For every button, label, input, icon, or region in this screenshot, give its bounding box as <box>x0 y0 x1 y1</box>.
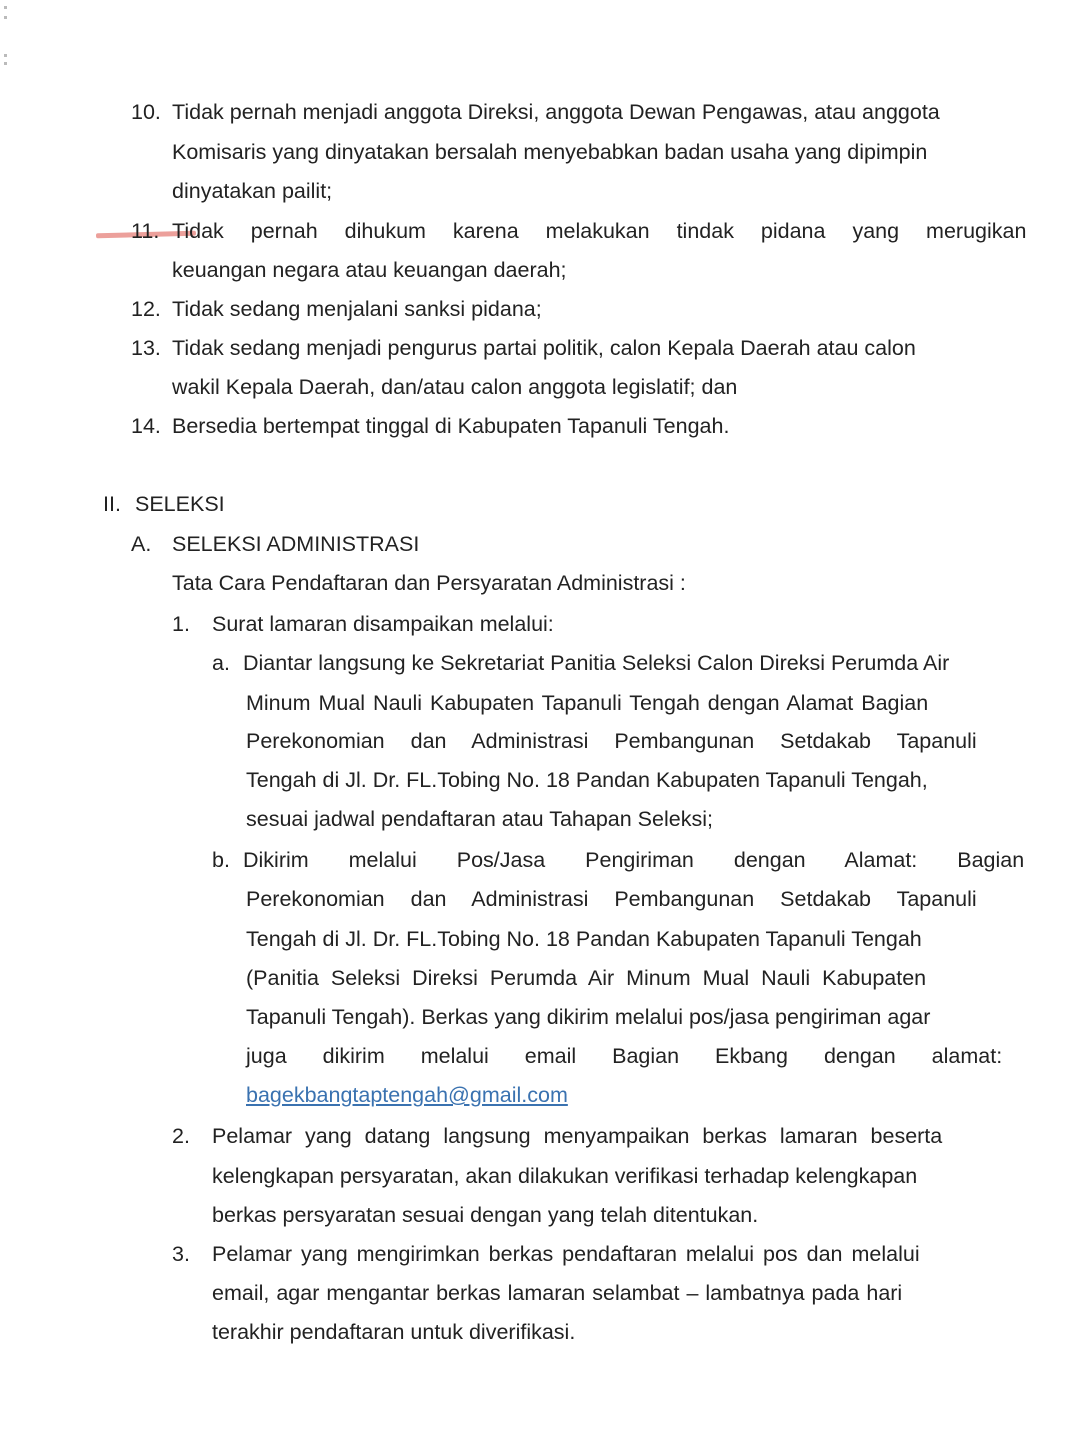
sub-item-line: Tapanuli Tengah). Berkas yang dikirim melalui pos/jasa pengiriman agar <box>246 1005 931 1029</box>
sub-item-line: Perekonomian dan Administrasi Pembangunan Setdakab Tapanuli <box>246 887 977 911</box>
sub-item-line: juga dikirim melalui email Bagian Ekbang dengan alamat: <box>246 1044 1003 1068</box>
item-line: Komisaris yang dinyatakan bersalah menyebabkan badan usaha yang dipimpin <box>172 140 928 164</box>
sub-item-line: Minum Mual Nauli Kabupaten Tapanuli Tengah dengan Alamat Bagian <box>246 691 929 715</box>
subsection-title: SELEKSI ADMINISTRASI <box>172 532 420 556</box>
sub-item-line: Tengah di Jl. Dr. FL.Tobing No. 18 Pandan Kabupaten Tapanuli Tengah, <box>246 768 928 792</box>
item-number: 10. <box>131 100 161 124</box>
email-link[interactable]: bagekbangtaptengah@gmail.com <box>246 1083 568 1107</box>
item-line: Tidak sedang menjadi pengurus partai politik, calon Kepala Daerah atau calon <box>172 336 916 360</box>
sub-item-line: sesuai jadwal pendaftaran atau Tahapan Seleksi; <box>246 807 713 831</box>
section-number: II. <box>103 492 121 516</box>
sub-item-line: (Panitia Seleksi Direksi Perumda Air Minum Mual Nauli Kabupaten <box>246 966 927 990</box>
step-line: berkas persyaratan sesuai dengan yang telah ditentukan. <box>212 1203 759 1227</box>
step-number: 2. <box>172 1124 190 1148</box>
item-line: dinyatakan pailit; <box>172 179 333 203</box>
step-line: Surat lamaran disampaikan melalui: <box>212 612 554 636</box>
sub-item-line: Perekonomian dan Administrasi Pembangunan Setdakab Tapanuli <box>246 729 977 753</box>
intro-text: Tata Cara Pendaftaran dan Persyaratan Administrasi : <box>172 571 686 595</box>
step-line: kelengkapan persyaratan, akan dilakukan verifikasi terhadap kelengkapan <box>212 1164 918 1188</box>
item-number: 11. <box>131 219 160 243</box>
step-line: Pelamar yang mengirimkan berkas pendaftaran melalui pos dan melalui <box>212 1242 920 1266</box>
sub-item-line: Tengah di Jl. Dr. FL.Tobing No. 18 Pandan Kabupaten Tapanuli Tengah <box>246 927 922 951</box>
item-line: Tidak sedang menjalani sanksi pidana; <box>172 297 542 321</box>
step-number: 3. <box>172 1242 190 1266</box>
item-line: keuangan negara atau keuangan daerah; <box>172 258 567 282</box>
subsection-number: A. <box>131 532 152 556</box>
step-line: email, agar mengantar berkas lamaran selambat – lambatnya pada hari <box>212 1281 903 1305</box>
item-line: Tidak pernah dihukum karena melakukan tindak pidana yang merugikan <box>172 219 1027 243</box>
item-line: wakil Kepala Daerah, dan/atau calon anggota legislatif; dan <box>172 375 738 399</box>
step-line: Pelamar yang datang langsung menyampaikan berkas lamaran beserta <box>212 1124 943 1148</box>
item-number: 12. <box>131 297 161 321</box>
step-number: 1. <box>172 612 190 636</box>
step-line: terakhir pendaftaran untuk diverifikasi. <box>212 1320 576 1344</box>
section-title: SELEKSI <box>135 492 225 516</box>
scan-specks <box>4 6 10 66</box>
item-number: 13. <box>131 336 161 360</box>
sub-item-line: Dikirim melalui Pos/Jasa Pengiriman dengan Alamat: Bagian <box>243 848 1025 872</box>
item-line: Bersedia bertempat tinggal di Kabupaten Tapanuli Tengah. <box>172 414 730 438</box>
item-number: 14. <box>131 414 161 438</box>
sub-item-letter: a. <box>212 651 230 675</box>
sub-item-letter: b. <box>212 848 230 872</box>
sub-item-line: Diantar langsung ke Sekretariat Panitia Seleksi Calon Direksi Perumda Air <box>243 651 950 675</box>
item-line: Tidak pernah menjadi anggota Direksi, anggota Dewan Pengawas, atau anggota <box>172 100 940 124</box>
